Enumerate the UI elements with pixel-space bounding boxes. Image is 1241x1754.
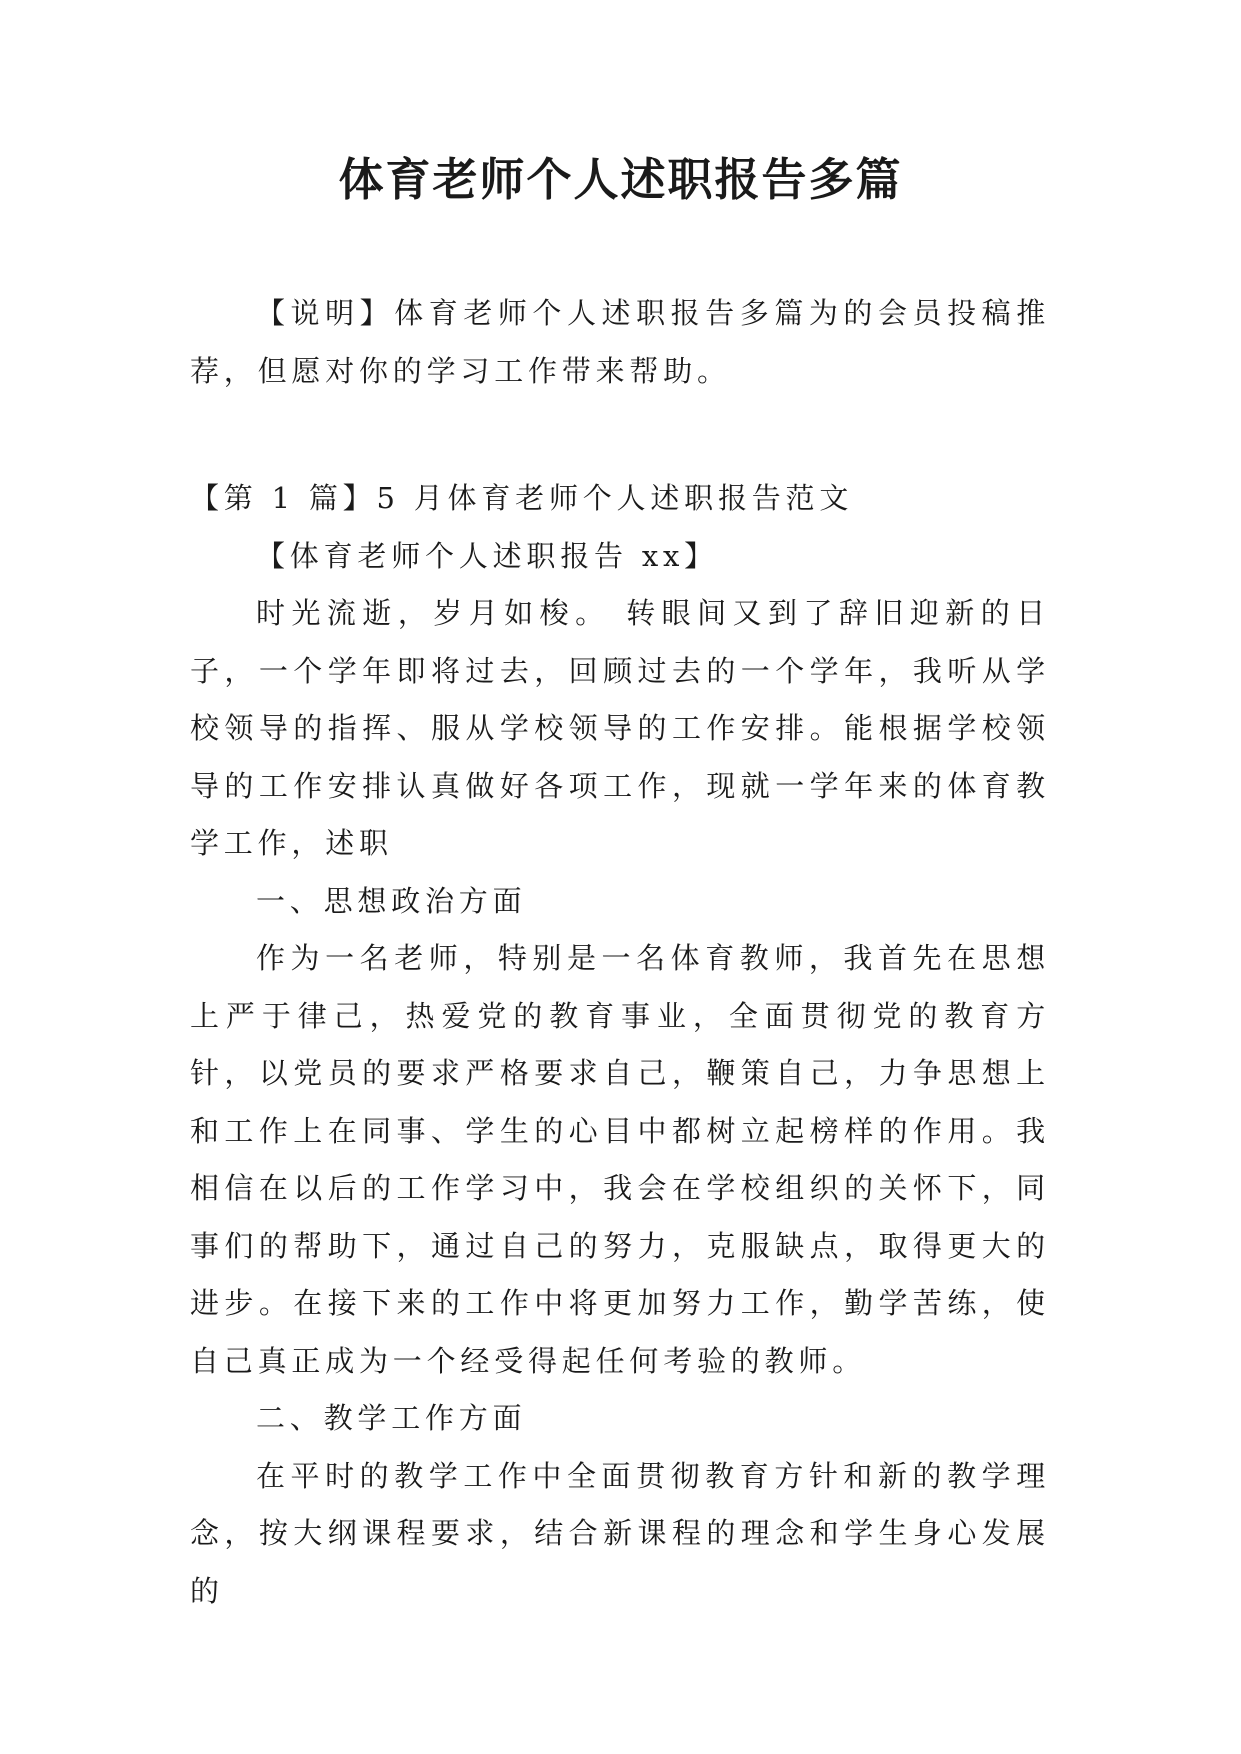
article-subheading: 【体育老师个人述职报告 xx】 [256, 538, 718, 573]
section-heading-1: 一、思想政治方面 [256, 883, 527, 918]
article-heading: 【第 1 篇】5 月体育老师个人述职报告范文 [190, 481, 854, 515]
paragraph-opening: 时光流逝，岁月如梭。 转眼间又到了辞旧迎新的日子，一个学年即将过去，回顾过去的一个学年，我听从学校领导的指挥、服从学校领导的工作安排。能根据学校领导的工作安排认真做好各项工作，现就一学年来的体育教学工作，述职 [190, 596, 1050, 860]
paragraph-teaching: 在平时的教学工作中全面贯彻教育方针和新的教学理念，按大纲课程要求，结合新课程的理念和学生身心发展的 [190, 1458, 1050, 1608]
document-title: 体育老师个人述职报告多篇 [338, 153, 903, 206]
spacer [190, 400, 1050, 470]
intro-paragraph: 【说明】体育老师个人述职报告多篇为的会员投稿推荐，但愿对你的学习工作带来帮助。 [190, 296, 1050, 388]
section-heading-2: 二、教学工作方面 [256, 1401, 527, 1435]
document-body [190, 285, 1050, 1620]
paragraph-ideology: 作为一名老师，特别是一名体育教师，我首先在思想上严于律己，热爱党的教育事业，全面贯彻党的教育方针，以党员的要求严格要求自己，鞭策自己，力争思想上和工作上在同事、学生的心目中都树立起榜样的作用。我相信在以后的工作学习中，我会在学校组织的关怀下，同事们的帮助下，通过自己的努力，克服缺点，取得更大的进步。在接下来的工作中将更加努力工作，勤学苦练，使自己真正成为一个经受得起任何考验的教师。 [190, 941, 1050, 1378]
